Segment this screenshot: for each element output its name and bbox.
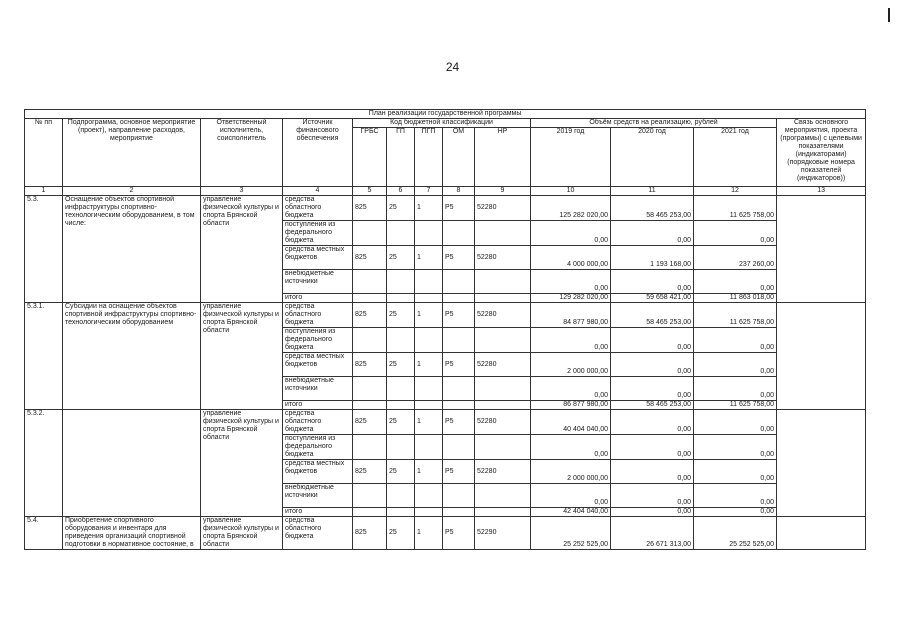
amount-y2020: 0,00 bbox=[611, 270, 694, 294]
amount-y2021: 0,00 bbox=[694, 328, 777, 353]
column-number: 9 bbox=[475, 187, 531, 196]
header-y2021: 2021 год bbox=[694, 128, 777, 187]
amount-y2019: 2 000 000,00 bbox=[531, 460, 611, 484]
section-responsible: управление физической культуры и спорта Брянской области bbox=[201, 303, 283, 410]
code-gp bbox=[387, 484, 415, 508]
code-gp bbox=[387, 377, 415, 401]
amount-y2021: 237 260,00 bbox=[694, 246, 777, 270]
header-subprogram: Подпрограмма, основное мероприятие (проект), направление расходов, мероприятие bbox=[63, 119, 201, 187]
code-pgp: 1 bbox=[415, 303, 443, 328]
code-nr: 52290 bbox=[475, 517, 531, 550]
indicator-link bbox=[777, 303, 866, 410]
funding-source: средства областного бюджета bbox=[283, 196, 353, 221]
code-om: P5 bbox=[443, 196, 475, 221]
funding-source: внебюджетные источники bbox=[283, 377, 353, 401]
total-y2020: 0,00 bbox=[611, 508, 694, 517]
header-row bbox=[25, 119, 866, 128]
funding-source: средства местных бюджетов bbox=[283, 246, 353, 270]
total-label: итого bbox=[283, 508, 353, 517]
indicator-link bbox=[777, 517, 866, 550]
empty-cell bbox=[415, 401, 443, 410]
amount-y2021: 0,00 bbox=[694, 270, 777, 294]
empty-cell bbox=[353, 508, 387, 517]
code-pgp bbox=[415, 270, 443, 294]
section-number: 5.3. bbox=[25, 196, 63, 303]
funding-source: средства местных бюджетов bbox=[283, 460, 353, 484]
code-om bbox=[443, 221, 475, 246]
page-number: 24 bbox=[445, 60, 460, 74]
section-name: Субсидии на оснащение объектов спортивной инфраструктуры спортивно-технологическим оборудованием bbox=[63, 303, 201, 410]
scan-edge-mark bbox=[888, 8, 890, 22]
funding-source: средства местных бюджетов bbox=[283, 353, 353, 377]
code-om: P5 bbox=[443, 303, 475, 328]
section-number: 5.3.1. bbox=[25, 303, 63, 410]
funding-source: средства областного бюджета bbox=[283, 410, 353, 435]
empty-cell bbox=[443, 294, 475, 303]
amount-y2019: 125 282 020,00 bbox=[531, 196, 611, 221]
indicator-link bbox=[777, 196, 866, 303]
funding-source: поступления из федерального бюджета bbox=[283, 221, 353, 246]
table-row bbox=[25, 303, 866, 328]
section-name: Приобретение спортивного оборудования и инвентаря для приведения организаций спортивной подготовки в нормативное состояние, в bbox=[63, 517, 201, 550]
amount-y2019: 4 000 000,00 bbox=[531, 246, 611, 270]
indicator-link bbox=[777, 410, 866, 517]
code-gp bbox=[387, 435, 415, 460]
total-y2021: 0,00 bbox=[694, 508, 777, 517]
header-budget-code: Код бюджетной классификации bbox=[353, 119, 531, 128]
code-pgp: 1 bbox=[415, 460, 443, 484]
code-pgp bbox=[415, 328, 443, 353]
amount-y2021: 0,00 bbox=[694, 435, 777, 460]
amount-y2019: 0,00 bbox=[531, 221, 611, 246]
amount-y2021: 0,00 bbox=[694, 353, 777, 377]
amount-y2020: 0,00 bbox=[611, 221, 694, 246]
column-number: 7 bbox=[415, 187, 443, 196]
amount-y2020: 0,00 bbox=[611, 410, 694, 435]
amount-y2019: 0,00 bbox=[531, 377, 611, 401]
table-row bbox=[25, 196, 866, 221]
section-number: 5.4. bbox=[25, 517, 63, 550]
plan-title: План реализации государственной программы bbox=[25, 110, 866, 119]
section-responsible: управление физической культуры и спорта Брянской области bbox=[201, 410, 283, 517]
header-volume: Объём средств на реализацию, рублей bbox=[531, 119, 777, 128]
code-grbs: 825 bbox=[353, 517, 387, 550]
column-number: 2 bbox=[63, 187, 201, 196]
header-pgp: ПГП bbox=[415, 128, 443, 187]
empty-cell bbox=[475, 508, 531, 517]
empty-cell bbox=[387, 508, 415, 517]
empty-cell bbox=[415, 294, 443, 303]
amount-y2021: 11 625 758,00 bbox=[694, 196, 777, 221]
code-gp: 25 bbox=[387, 410, 415, 435]
header-responsible: Ответственный исполнитель, соисполнитель bbox=[201, 119, 283, 187]
amount-y2019: 40 404 040,00 bbox=[531, 410, 611, 435]
code-pgp: 1 bbox=[415, 517, 443, 550]
column-number: 1 bbox=[25, 187, 63, 196]
code-gp: 25 bbox=[387, 246, 415, 270]
amount-y2020: 58 465 253,00 bbox=[611, 196, 694, 221]
amount-y2020: 0,00 bbox=[611, 328, 694, 353]
amount-y2021: 0,00 bbox=[694, 377, 777, 401]
code-nr bbox=[475, 435, 531, 460]
amount-y2019: 25 252 525,00 bbox=[531, 517, 611, 550]
code-pgp bbox=[415, 221, 443, 246]
amount-y2020: 0,00 bbox=[611, 484, 694, 508]
code-om bbox=[443, 377, 475, 401]
code-om: P5 bbox=[443, 410, 475, 435]
code-om: P5 bbox=[443, 353, 475, 377]
amount-y2021: 0,00 bbox=[694, 484, 777, 508]
amount-y2019: 84 877 980,00 bbox=[531, 303, 611, 328]
code-grbs bbox=[353, 270, 387, 294]
amount-y2019: 0,00 bbox=[531, 435, 611, 460]
table-row bbox=[25, 517, 866, 550]
header-om: ОМ bbox=[443, 128, 475, 187]
column-numbers-row bbox=[25, 187, 866, 196]
total-y2020: 58 465 253,00 bbox=[611, 401, 694, 410]
code-grbs bbox=[353, 435, 387, 460]
code-grbs: 825 bbox=[353, 246, 387, 270]
column-number: 3 bbox=[201, 187, 283, 196]
header-y2020: 2020 год bbox=[611, 128, 694, 187]
column-number: 6 bbox=[387, 187, 415, 196]
code-gp: 25 bbox=[387, 353, 415, 377]
code-grbs bbox=[353, 328, 387, 353]
amount-y2019: 2 000 000,00 bbox=[531, 353, 611, 377]
code-nr bbox=[475, 270, 531, 294]
code-nr: 52280 bbox=[475, 303, 531, 328]
funding-source: внебюджетные источники bbox=[283, 484, 353, 508]
code-grbs bbox=[353, 377, 387, 401]
column-number: 10 bbox=[531, 187, 611, 196]
empty-cell bbox=[353, 401, 387, 410]
column-number: 8 bbox=[443, 187, 475, 196]
code-om bbox=[443, 435, 475, 460]
amount-y2019: 0,00 bbox=[531, 270, 611, 294]
code-nr: 52280 bbox=[475, 410, 531, 435]
section-name bbox=[63, 410, 201, 517]
funding-source: средства областного бюджета bbox=[283, 303, 353, 328]
total-y2021: 11 625 758,00 bbox=[694, 401, 777, 410]
funding-source: внебюджетные источники bbox=[283, 270, 353, 294]
code-pgp: 1 bbox=[415, 246, 443, 270]
code-gp: 25 bbox=[387, 460, 415, 484]
amount-y2020: 1 193 168,00 bbox=[611, 246, 694, 270]
total-label: итого bbox=[283, 401, 353, 410]
code-grbs: 825 bbox=[353, 303, 387, 328]
code-nr: 52280 bbox=[475, 460, 531, 484]
empty-cell bbox=[475, 294, 531, 303]
total-y2019: 42 404 040,00 bbox=[531, 508, 611, 517]
amount-y2020: 58 465 253,00 bbox=[611, 303, 694, 328]
header-grbs: ГРБС bbox=[353, 128, 387, 187]
total-label: итого bbox=[283, 294, 353, 303]
empty-cell bbox=[443, 401, 475, 410]
empty-cell bbox=[387, 294, 415, 303]
code-nr: 52280 bbox=[475, 246, 531, 270]
empty-cell bbox=[415, 508, 443, 517]
amount-y2021: 0,00 bbox=[694, 460, 777, 484]
plan-title-row bbox=[25, 110, 866, 119]
empty-cell bbox=[387, 401, 415, 410]
header-gp: ГП bbox=[387, 128, 415, 187]
total-y2021: 11 863 018,00 bbox=[694, 294, 777, 303]
code-om bbox=[443, 328, 475, 353]
code-nr bbox=[475, 484, 531, 508]
header-num: № пп bbox=[25, 119, 63, 187]
amount-y2020: 0,00 bbox=[611, 377, 694, 401]
code-gp bbox=[387, 328, 415, 353]
funding-source: средства областного бюджета bbox=[283, 517, 353, 550]
amount-y2020: 0,00 bbox=[611, 460, 694, 484]
code-grbs: 825 bbox=[353, 196, 387, 221]
column-number: 13 bbox=[777, 187, 866, 196]
section-name: Оснащение объектов спортивной инфраструктуры спортивно-технологическим оборудованием, в том числе: bbox=[63, 196, 201, 303]
funding-source: поступления из федерального бюджета bbox=[283, 435, 353, 460]
amount-y2021: 11 625 758,00 bbox=[694, 303, 777, 328]
column-number: 11 bbox=[611, 187, 694, 196]
code-gp: 25 bbox=[387, 196, 415, 221]
plan-table bbox=[24, 109, 866, 550]
code-nr bbox=[475, 328, 531, 353]
code-gp bbox=[387, 270, 415, 294]
amount-y2020: 26 671 313,00 bbox=[611, 517, 694, 550]
empty-cell bbox=[443, 508, 475, 517]
column-number: 12 bbox=[694, 187, 777, 196]
amount-y2021: 0,00 bbox=[694, 221, 777, 246]
code-om bbox=[443, 270, 475, 294]
column-number: 5 bbox=[353, 187, 387, 196]
empty-cell bbox=[353, 294, 387, 303]
code-grbs: 825 bbox=[353, 353, 387, 377]
header-sources: Источник финансового обеспечения bbox=[283, 119, 353, 187]
amount-y2020: 0,00 bbox=[611, 353, 694, 377]
code-grbs: 825 bbox=[353, 460, 387, 484]
total-y2019: 86 877 980,00 bbox=[531, 401, 611, 410]
code-grbs bbox=[353, 221, 387, 246]
code-grbs bbox=[353, 484, 387, 508]
code-nr bbox=[475, 377, 531, 401]
code-om: P5 bbox=[443, 460, 475, 484]
section-number: 5.3.2. bbox=[25, 410, 63, 517]
section-responsible: управление физической культуры и спорта Брянской области bbox=[201, 196, 283, 303]
amount-y2019: 0,00 bbox=[531, 328, 611, 353]
code-nr bbox=[475, 221, 531, 246]
code-pgp: 1 bbox=[415, 196, 443, 221]
amount-y2021: 25 252 525,00 bbox=[694, 517, 777, 550]
header-nr: НР bbox=[475, 128, 531, 187]
code-om bbox=[443, 484, 475, 508]
code-om: P5 bbox=[443, 517, 475, 550]
code-nr: 52280 bbox=[475, 353, 531, 377]
section-responsible: управление физической культуры и спорта Брянской области bbox=[201, 517, 283, 550]
code-gp: 25 bbox=[387, 303, 415, 328]
code-grbs: 825 bbox=[353, 410, 387, 435]
code-om: P5 bbox=[443, 246, 475, 270]
amount-y2020: 0,00 bbox=[611, 435, 694, 460]
funding-source: поступления из федерального бюджета bbox=[283, 328, 353, 353]
total-y2019: 129 282 020,00 bbox=[531, 294, 611, 303]
amount-y2021: 0,00 bbox=[694, 410, 777, 435]
table-row bbox=[25, 410, 866, 435]
amount-y2019: 0,00 bbox=[531, 484, 611, 508]
code-pgp bbox=[415, 377, 443, 401]
column-number: 4 bbox=[283, 187, 353, 196]
code-nr: 52280 bbox=[475, 196, 531, 221]
code-gp bbox=[387, 221, 415, 246]
header-link: Связь основного мероприятия, проекта (программы) с целевыми показателями (индикаторами) (порядковые номера показателей (индикаторов)) bbox=[777, 119, 866, 187]
code-pgp: 1 bbox=[415, 410, 443, 435]
code-pgp: 1 bbox=[415, 353, 443, 377]
code-gp: 25 bbox=[387, 517, 415, 550]
code-pgp bbox=[415, 484, 443, 508]
total-y2020: 59 658 421,00 bbox=[611, 294, 694, 303]
empty-cell bbox=[475, 401, 531, 410]
code-pgp bbox=[415, 435, 443, 460]
header-y2019: 2019 год bbox=[531, 128, 611, 187]
